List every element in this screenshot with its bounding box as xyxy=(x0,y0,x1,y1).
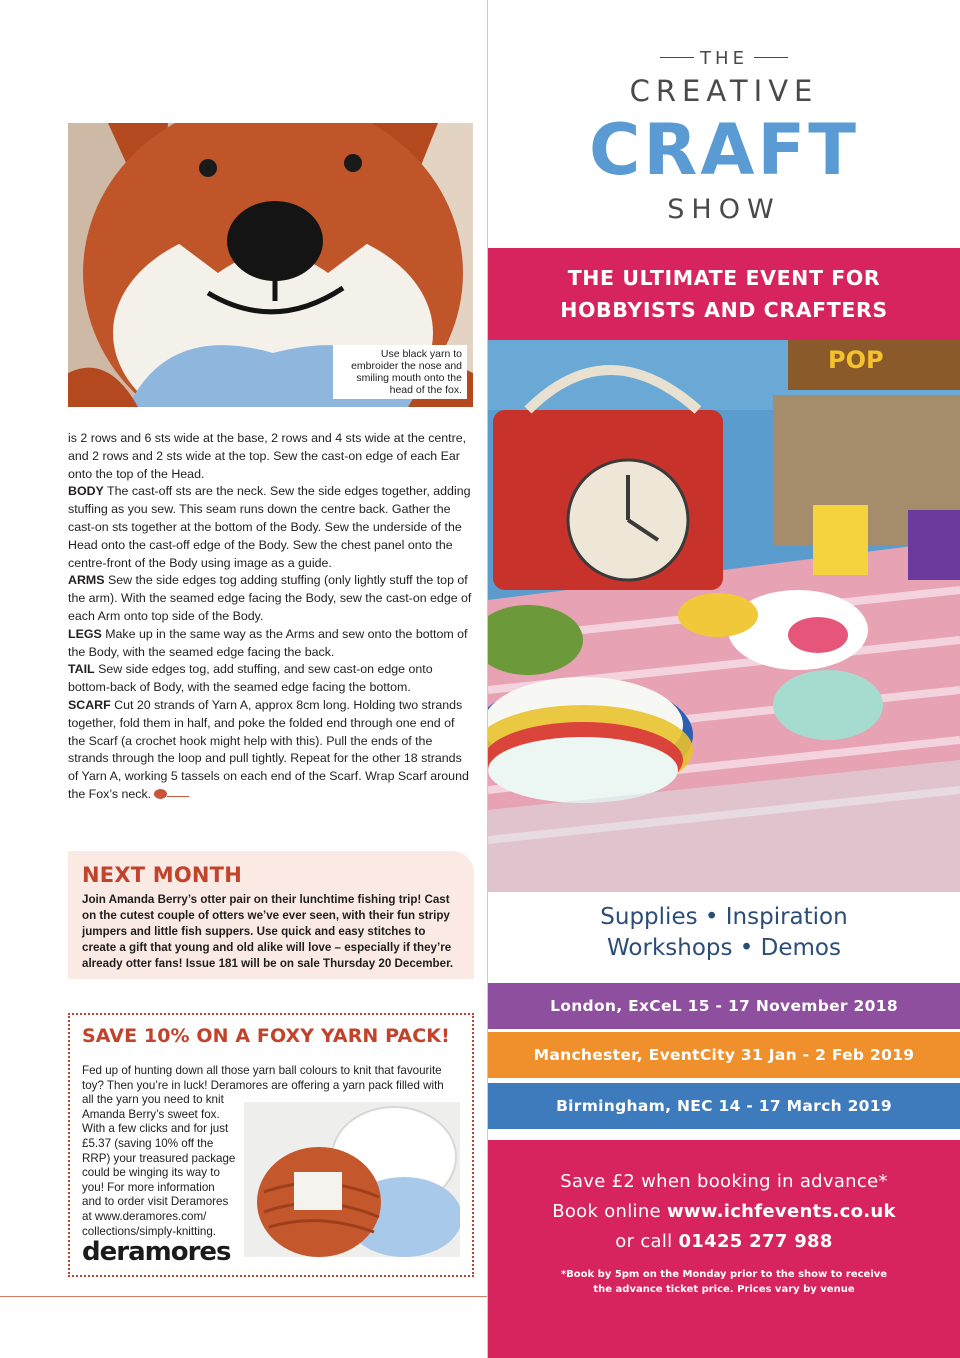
section-text: Make up in the same way as the Arms and sew onto the bottom of the Body, with the seamed edge facing the back. xyxy=(68,626,468,659)
offer-line: at www.deramores.com/ xyxy=(82,1209,207,1223)
phone-number[interactable]: 01425 277 988 xyxy=(678,1231,833,1252)
section-heading: TAIL xyxy=(68,662,95,677)
fox-photo xyxy=(68,123,473,407)
knitted-picnic-photo xyxy=(488,340,960,892)
offer-line: you! For more information xyxy=(82,1180,215,1194)
offer-line: and to order visit Deramores xyxy=(82,1195,229,1209)
section-text: Sew side edges tog, add stuffing, and sew cast-on edge onto bottom-back of Body, with the seamed edge facing the bottom. xyxy=(68,662,433,695)
craft-show-advert xyxy=(488,0,960,1358)
logo-rule xyxy=(660,57,694,58)
date-manchester: Manchester, EventCity 31 Jan - 2 Feb 2019 xyxy=(488,1032,960,1078)
date-birmingham: Birmingham, NEC 14 - 17 March 2019 xyxy=(488,1083,960,1129)
bottom-rule xyxy=(0,1296,487,1297)
tagline-line: Supplies • Inspiration xyxy=(600,904,848,930)
photo-sign-text: POP xyxy=(828,346,884,374)
fine-print-line: the advance ticket price. Prices vary by venue xyxy=(593,1284,855,1295)
article-intro: is 2 rows and 6 sts wide at the base, 2 rows and 4 sts wide at the centre, and 2 rows and 2 sts wide at the top. Sew the cast-on edge of each Ear onto the top of the Head. xyxy=(68,431,467,481)
offer-line: could be winging its way to xyxy=(82,1166,220,1180)
section-heading: LEGS xyxy=(68,626,102,641)
fine-print-line: *Book by 5pm on the Monday prior to the show to receive xyxy=(560,1269,888,1280)
tagline-line: Workshops • Demos xyxy=(607,935,841,961)
next-month-title: NEXT MONTH xyxy=(82,863,242,887)
deramores-logo[interactable]: deramores xyxy=(82,1237,231,1267)
offer-line: With a few clicks and for just xyxy=(82,1122,229,1136)
article-section-legs xyxy=(68,626,474,662)
article-section-arms xyxy=(68,572,474,625)
ad-tagline xyxy=(488,902,960,964)
offer-line: RRP) your treasured package xyxy=(82,1151,236,1165)
section-text: The cast-off sts are the neck. Sew the side edges together, adding stuffing as you sew. This seam runs down the centre back. Gather the cast-on sts together at the bottom of the Body. Sew the underside of the Head onto the cast-off edge of the Body. Sew the chest panel onto the centre-front of the Body using image as a guide. xyxy=(68,484,471,570)
offer-line: all the yarn you need to knit xyxy=(82,1093,224,1107)
logo-creative: CREATIVE xyxy=(629,74,819,108)
ad-headline xyxy=(488,262,960,326)
save-line: Save £2 when booking in advance* xyxy=(560,1171,888,1192)
logo-craft: CRAFT xyxy=(588,109,859,191)
call-prefix: or call xyxy=(615,1231,679,1252)
booking-info xyxy=(488,1167,960,1257)
craft-show-logo xyxy=(488,0,960,248)
section-heading: BODY xyxy=(68,484,104,499)
article-section-body xyxy=(68,483,474,572)
section-heading: SCARF xyxy=(68,697,111,712)
section-text: Cut 20 strands of Yarn A, approx 8cm long. Holding two strands together, fold them in half, and poke the folded end through one end of the Scarf (a crochet hook might help with this). Pull the ends of the strands through the loop and pull tightly. Repeat for the other 18 strands of Yarn A, working 5 tassels on each end of the Scarf. Wrap Scarf around the Fox’s neck. xyxy=(68,697,469,801)
end-mark-icon xyxy=(154,789,167,799)
headline-line: THE ULTIMATE EVENT FOR xyxy=(567,266,881,290)
article-body xyxy=(68,430,474,804)
booking-url-link[interactable]: www.ichfevents.co.uk xyxy=(666,1201,896,1222)
next-month-panel xyxy=(68,851,474,979)
date-london: London, ExCeL 15 - 17 November 2018 xyxy=(488,983,960,1029)
yarn-balls-photo xyxy=(244,1102,460,1257)
offer-line: toy? Then you’re in luck! Deramores are offering a yarn pack filled with xyxy=(82,1078,444,1092)
book-prefix: Book online xyxy=(552,1201,667,1222)
fine-print xyxy=(488,1267,960,1297)
offer-link[interactable]: collections/simply-knitting. xyxy=(82,1224,217,1238)
article-section-tail xyxy=(68,661,474,697)
logo-the xyxy=(488,48,960,69)
offer-line: Fed up of hunting down all those yarn ball colours to knit that favourite xyxy=(82,1064,442,1077)
article-section-scarf xyxy=(68,697,474,804)
call-line xyxy=(488,1227,960,1257)
offer-line: Amanda Berry’s sweet fox. xyxy=(82,1107,220,1121)
book-online-line xyxy=(488,1197,960,1227)
logo-the-text: THE xyxy=(700,48,748,69)
section-text: Sew the side edges tog adding stuffing (only lightly stuff the top of the arm). With the seamed edge facing the Body, sew the cast-on edge of each Arm onto top side of the Body. xyxy=(68,573,472,623)
logo-rule xyxy=(754,57,788,58)
section-heading: ARMS xyxy=(68,573,105,588)
photo-caption: Use black yarn to embroider the nose and smiling mouth onto the head of the fox. xyxy=(333,345,467,399)
next-month-body: Join Amanda Berry’s otter pair on their lunchtime fishing trip! Cast on the cutest couple of otters we’ve ever seen, with their fun stripy jumpers and little fish suppers. Use quick and easy stitches to create a gift that young and old alike will love – especially if they’re already otter fans! Issue 181 will be on sale Thursday 20 December. xyxy=(82,893,454,970)
end-line xyxy=(167,796,189,797)
logo-show: SHOW xyxy=(667,194,781,225)
offer-title: SAVE 10% ON A FOXY YARN PACK! xyxy=(82,1025,450,1047)
headline-line: HOBBYISTS AND CRAFTERS xyxy=(560,298,888,322)
yarn-pack-offer xyxy=(68,1013,474,1277)
offer-line: £5.37 (saving 10% off the xyxy=(82,1136,214,1150)
